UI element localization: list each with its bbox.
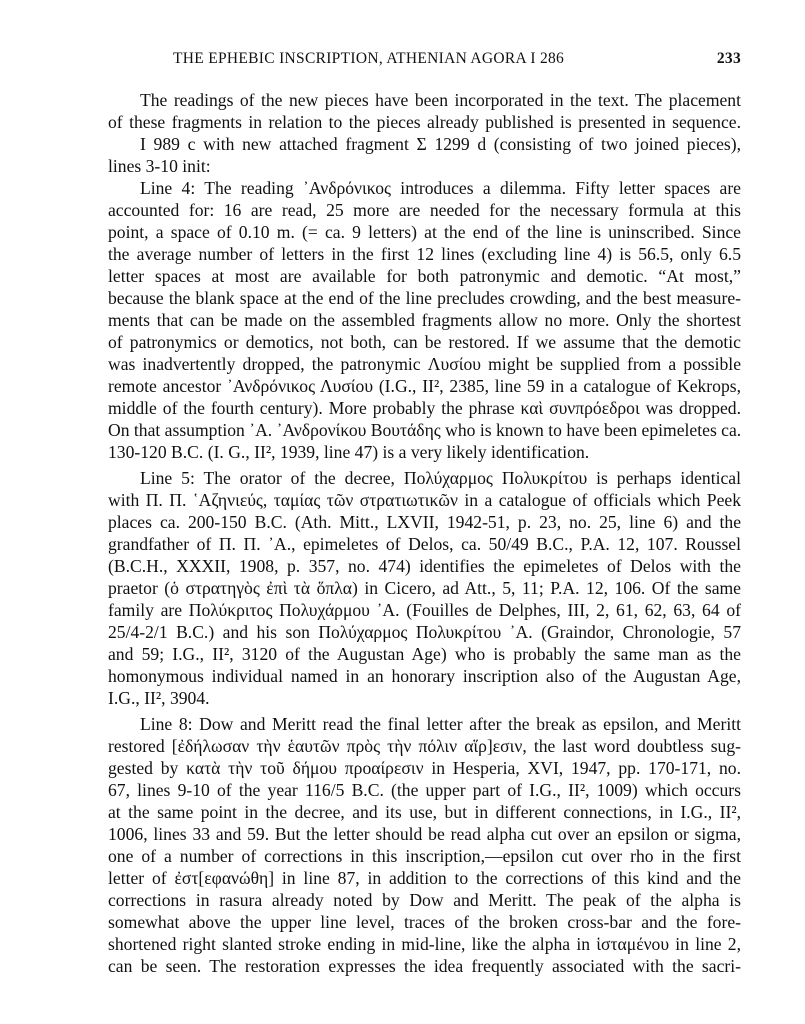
text-line: accounted for: 16 are read, 25 more are needed for the necessary formula at this [108, 200, 741, 220]
text-line: gested by κατὰ τὴν τοῦ δήμου προαίρεσιν in Hesperia, XVI, 1947, pp. 170-171, no. [108, 758, 741, 778]
text-line: and 59; I.G., II², 3120 of the Augustan Age) who is probably the same man as the [108, 644, 741, 664]
text-line: On that assumption ᾿Α. ᾿Ανδρονίκου Βουτάδης who is known to have been epimeletes ca. [108, 420, 742, 440]
text-line: Line 8: Dow and Meritt read the final letter after the break as epsilon, and Meritt [140, 714, 741, 734]
text-line: letter of ἐστ[εφανώθη] in line 87, in addition to the corrections of this kind and the [108, 868, 741, 888]
text-line: praetor (ὁ στρατηγὸς ἐπὶ τὰ ὅπλα) in Cicero, ad Att., 5, 11; P.A. 12, 106. Of the same [108, 578, 741, 598]
text-line: Line 4: The reading ᾿Ανδρόνικος introduces a dilemma. Fifty letter spaces are [140, 178, 741, 198]
text-line: I.G., II², 3904. [108, 688, 210, 708]
text-line: one of a number of corrections in this inscription,—epsilon cut over rho in the first [108, 846, 741, 866]
text-line: shortened right slanted stroke ending in mid-line, like the alpha in ἱσταμένου in line 2, [108, 934, 741, 954]
text-line: the average number of letters in the first 12 lines (excluding line 4) is 56.5, only 6.5 [108, 244, 741, 264]
text-line: I 989 c with new attached fragment Σ 1299 d (consisting of two joined pieces), [140, 134, 741, 154]
running-title: THE EPHEBIC INSCRIPTION, ATHENIAN AGORA I 286 [173, 50, 565, 67]
text-line: homonymous individual named in an honorary inscription also of the Augustan Age, [108, 666, 741, 686]
text-line: lines 3-10 init: [108, 156, 211, 176]
text-line: places ca. 200-150 B.C. (Ath. Mitt., LXVII, 1942-51, p. 23, no. 25, line 6) and the [108, 512, 741, 532]
text-line: Line 5: The orator of the decree, Πολύχαρμος Πολυκρίτου is perhaps identical [140, 468, 741, 488]
text-line: of patronymics or demotics, not both, can be restored. If we assume that the demotic [108, 332, 741, 352]
text-line: of these fragments in relation to the pieces already published is presented in sequence. [108, 112, 741, 132]
running-header [108, 50, 741, 74]
text-line: somewhat above the upper line level, traces of the broken cross-bar and the fore- [108, 912, 741, 932]
text-line: grandfather of Π. Π. ᾿Α., epimeletes of Delos, ca. 50/49 B.C., P.A. 12, 107. Roussel [108, 534, 741, 554]
body-text [108, 89, 741, 977]
text-line: corrections in rasura already noted by Dow and Meritt. The peak of the alpha is [108, 890, 741, 910]
text-line: letter spaces at most are available for both patronymic and demotic. “At most,” [108, 266, 741, 286]
text-line: with Π. Π. ῾Αζηνιεύς, ταμίας τῶν στρατιωτικῶν in a catalogue of officials which Peek [108, 490, 741, 510]
text-line: can be seen. The restoration expresses the idea frequently associated with the sacri- [108, 956, 741, 976]
text-line: restored [ἐδήλωσαν τὴν ἑαυτῶν πρὸς τὴν πόλιν αἵρ]εσιν, the last word doubtless sug- [108, 736, 741, 756]
text-line: 25/4-2/1 B.C.) and his son Πολύχαρμος Πολυκρίτου ᾿Α. (Graindor, Chronologie, 57 [108, 622, 741, 642]
text-line: was inadvertently dropped, the patronymic Λυσίου might be supplied from a possible [108, 354, 741, 374]
text-line: remote ancestor ᾿Ανδρόνικος Λυσίου (I.G., II², 2385, line 59 in a catalogue of Kekrops, [108, 376, 741, 396]
text-line: 130-120 B.C. (I. G., II², 1939, line 47) is a very likely identification. [108, 442, 590, 462]
text-line: 67, lines 9-10 of the year 116/5 B.C. (the upper part of I.G., II², 1009) which occurs [108, 780, 741, 800]
text-line: family are Πολύκριτος Πολυχάρμου ᾿Α. (Fouilles de Delphes, III, 2, 61, 62, 63, 64 of [108, 600, 741, 620]
text-line: point, a space of 0.10 m. (= ca. 9 letters) at the end of the line is uninscribed. Since [108, 222, 741, 242]
text-line: 1006, lines 33 and 59. But the letter should be read alpha cut over an epsilon or sigma, [108, 824, 741, 844]
text-line: ments that can be made on the assembled fragments allow no more. Only the shortest [108, 310, 741, 330]
text-line: (B.C.H., XXXII, 1908, p. 357, no. 474) identifies the epimeletes of Delos with the [108, 556, 741, 576]
text-line: The readings of the new pieces have been incorporated in the text. The placement [140, 90, 741, 110]
text-line: at the same point in the decree, and its use, but in different connections, in I.G., II², [108, 802, 741, 822]
text-line: because the blank space at the end of the line precludes crowding, and the best measure- [108, 288, 741, 308]
text-line: middle of the fourth century). More probably the phrase καὶ συνπρόεδροι was dropped. [108, 398, 741, 418]
page-number: 233 [716, 50, 741, 67]
